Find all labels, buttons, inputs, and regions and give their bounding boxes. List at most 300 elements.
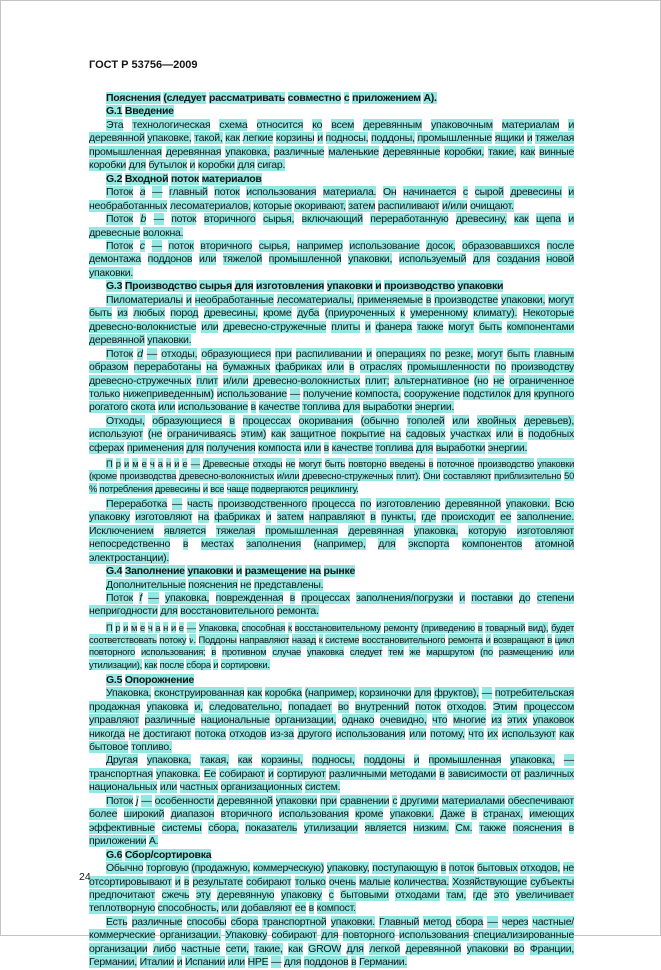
- highlighted-word: производстве: [434, 293, 498, 306]
- highlighted-word: подносы,: [311, 754, 355, 767]
- highlighted-word: необработанные: [194, 293, 274, 306]
- highlighted-word: для: [513, 387, 531, 400]
- highlighted-word: из: [491, 714, 502, 727]
- highlighted-word: подвергаются: [250, 482, 308, 494]
- highlighted-word: (например,: [304, 687, 357, 700]
- highlighted-word: по: [494, 361, 506, 374]
- highlighted-word: упаковки,: [501, 293, 546, 306]
- highlighted-word: и: [375, 280, 382, 293]
- highlighted-word: Они: [423, 470, 441, 482]
- highlighted-word: цикл: [554, 634, 575, 646]
- highlighted-word: а: [155, 621, 161, 633]
- highlighted-word: упаковки: [537, 458, 575, 470]
- highlighted-word: увеличивает: [515, 888, 575, 901]
- highlighted-word: результате: [192, 875, 243, 888]
- highlighted-word: новой: [546, 253, 575, 266]
- highlighted-word: плиты: [331, 320, 361, 333]
- highlighted-word: относится: [256, 118, 304, 131]
- highlighted-word: Отходы,: [106, 414, 145, 427]
- highlighted-word: могут: [448, 320, 475, 333]
- highlighted-word: a: [139, 186, 146, 199]
- highlighted-word: упаковки.: [505, 497, 550, 510]
- highlighted-word: корзиночки: [359, 687, 412, 700]
- highlighted-word: н: [163, 621, 169, 633]
- highlighted-word: древесины: [510, 186, 562, 199]
- highlighted-word: обеспечивают: [507, 794, 574, 807]
- highlighted-word: компоста: [258, 441, 302, 454]
- highlighted-word: древесные: [89, 226, 141, 239]
- section-heading: [89, 565, 574, 578]
- highlighted-word: для: [342, 401, 361, 414]
- highlighted-word: деревянной: [405, 942, 462, 955]
- highlighted-word: Поток: [106, 794, 134, 807]
- highlighted-word: пояснения: [188, 578, 238, 591]
- highlighted-word: сырой: [474, 186, 504, 199]
- highlighted-word: более: [89, 808, 118, 821]
- highlighted-word: Древесные: [203, 458, 250, 470]
- highlighted-word: Эта: [106, 118, 124, 131]
- highlighted-word: следует: [349, 646, 383, 658]
- highlighted-word: различными: [328, 767, 387, 780]
- highlighted-word: Пояснения: [106, 92, 161, 104]
- highlighted-word: материалами: [441, 794, 505, 807]
- highlighted-word: где: [421, 511, 436, 524]
- highlighted-word: Этим: [492, 700, 518, 713]
- highlighted-word: качестве: [258, 401, 300, 414]
- highlighted-word: использования: [335, 727, 406, 740]
- highlighted-word: ее: [294, 902, 306, 915]
- highlighted-word: упаковка,: [146, 754, 192, 767]
- highlighted-word: отсортировывают: [89, 875, 172, 888]
- highlighted-word: производства: [119, 470, 177, 482]
- highlighted-word: коробка: [264, 687, 302, 700]
- highlighted-word: и: [459, 592, 465, 605]
- highlighted-word: различных: [523, 767, 575, 780]
- highlighted-word: поточное: [436, 458, 475, 470]
- highlighted-word: подстилок: [462, 387, 511, 400]
- highlighted-word: корзины,: [261, 754, 303, 767]
- highlighted-word: или: [198, 253, 217, 266]
- highlighted-word: способность,: [157, 902, 219, 915]
- note-paragraph: [89, 622, 574, 671]
- highlighted-word: для: [415, 441, 434, 454]
- highlighted-word: использования: [399, 929, 469, 942]
- highlighted-word: во: [513, 942, 525, 955]
- highlighted-word: как: [271, 428, 286, 441]
- highlighted-word: субъекты: [530, 875, 574, 888]
- highlighted-word: компонентов: [462, 538, 523, 551]
- highlighted-word: и,: [194, 700, 203, 713]
- highlighted-word: промышленности: [407, 361, 490, 374]
- highlighted-word: бутылок: [148, 159, 187, 172]
- highlighted-word: деревянной: [445, 497, 501, 510]
- highlighted-word: по: [429, 347, 441, 360]
- highlighted-word: упаковки,: [348, 253, 393, 266]
- highlighted-word: восстановительного: [180, 605, 275, 618]
- highlighted-word: сооружение: [403, 387, 460, 400]
- highlighted-word: как: [247, 687, 262, 700]
- highlighted-word: вторичного: [203, 213, 256, 226]
- highlighted-word: повторного: [89, 646, 135, 658]
- highlighted-word: %: [89, 482, 98, 494]
- highlighted-word: f: [139, 592, 143, 605]
- highlighted-word: поврежденная: [215, 592, 284, 605]
- highlighted-word: сбора: [230, 915, 259, 928]
- highlighted-word: качестве: [331, 441, 373, 454]
- highlighted-word: из: [117, 307, 128, 320]
- highlighted-word: резке,: [444, 347, 474, 360]
- highlighted-word: маршрутом: [426, 646, 475, 658]
- highlighted-word: отходов: [229, 727, 267, 740]
- highlighted-word: коробки,: [444, 145, 484, 158]
- highlighted-word: зависимости: [447, 767, 508, 780]
- highlighted-word: досок,: [426, 239, 456, 252]
- highlighted-word: после: [546, 239, 575, 252]
- highlighted-word: ч: [147, 621, 153, 633]
- highlighted-word: упаковок: [532, 714, 575, 727]
- highlighted-word: —: [487, 915, 498, 928]
- highlighted-word: и: [185, 293, 192, 306]
- highlighted-word: умеренному: [410, 307, 468, 320]
- highlighted-word: использования: [246, 186, 317, 199]
- page-number: 24: [79, 871, 91, 883]
- highlighted-word: в: [182, 538, 189, 551]
- highlighted-word: такая,: [200, 754, 229, 767]
- paragraph: [89, 119, 574, 173]
- highlighted-word: низким.: [413, 821, 449, 834]
- highlighted-word: и: [174, 458, 180, 470]
- highlighted-word: собирают: [271, 929, 317, 942]
- highlighted-word: организации,: [275, 714, 337, 727]
- highlighted-word: образовавшихся: [462, 239, 540, 252]
- highlighted-word: национальных: [89, 781, 158, 794]
- highlighted-word: размещение: [244, 565, 307, 578]
- highlighted-word: потому,: [430, 727, 465, 740]
- highlighted-word: такие,: [488, 145, 517, 158]
- highlighted-word: сконструированная: [154, 687, 245, 700]
- highlighted-word: сбора,: [208, 821, 239, 834]
- highlighted-word: Италии: [139, 956, 175, 969]
- highlighted-word: и: [265, 511, 272, 524]
- highlighted-word: организации.: [159, 929, 221, 942]
- highlighted-word: деревянной: [89, 132, 145, 145]
- highlighted-word: производству: [511, 361, 575, 374]
- highlighted-word: и/или: [222, 374, 249, 387]
- highlighted-word: в: [440, 862, 446, 875]
- highlighted-word: только: [294, 875, 326, 888]
- highlighted-word: сырья,: [262, 213, 295, 226]
- section-heading: [89, 674, 574, 687]
- highlighted-word: деревянным: [363, 118, 422, 131]
- highlighted-word: Поток: [106, 213, 134, 226]
- highlighted-word: Входной: [124, 172, 169, 185]
- highlighted-word: производство: [384, 280, 455, 293]
- highlighted-word: быть: [478, 320, 502, 333]
- highlighted-word: —: [271, 956, 282, 969]
- highlighted-word: в: [517, 428, 524, 441]
- highlighted-word: потребления: [99, 482, 153, 494]
- highlighted-word: или: [159, 781, 177, 794]
- highlighted-word: G.3: [106, 280, 123, 293]
- highlighted-word: во: [337, 700, 349, 713]
- highlighted-word: чаще: [226, 482, 249, 494]
- highlighted-word: дуба: [297, 307, 320, 320]
- highlighted-word: и: [213, 658, 219, 670]
- highlighted-word: не: [240, 578, 252, 591]
- highlighted-word: введены: [389, 458, 426, 470]
- highlighted-word: странах,: [483, 808, 523, 821]
- highlighted-word: лесоматериалов,: [169, 199, 251, 212]
- highlighted-word: окоривают,: [294, 199, 346, 212]
- highlighted-word: защитное: [290, 428, 336, 441]
- highlighted-word: также: [416, 320, 444, 333]
- highlighted-word: управляют: [89, 714, 139, 727]
- highlighted-word: Другая: [106, 754, 138, 767]
- highlighted-word: противном: [222, 646, 267, 658]
- highlighted-word: местах: [200, 538, 234, 551]
- highlighted-word: 50: [564, 470, 575, 482]
- highlighted-word: производственного: [217, 497, 307, 510]
- highlighted-word: корзины: [275, 132, 315, 145]
- highlighted-word: по: [360, 497, 372, 510]
- paragraph: [89, 795, 574, 849]
- highlighted-word: пункты,: [381, 511, 417, 524]
- highlighted-word: крупного: [533, 387, 575, 400]
- highlighted-word: садовых: [405, 428, 446, 441]
- highlighted-word: главным: [534, 347, 574, 360]
- highlighted-word: как: [514, 213, 529, 226]
- highlighted-word: образующиеся: [201, 347, 271, 360]
- highlighted-word: (не: [147, 428, 163, 441]
- highlighted-word: и/или: [442, 199, 468, 212]
- highlighted-word: рогатого: [89, 401, 128, 414]
- highlighted-word: Дополнительные: [106, 578, 186, 591]
- highlighted-word: для: [160, 605, 178, 618]
- highlighted-word: (продажную,: [191, 862, 251, 875]
- highlighted-word: коммерческую): [252, 862, 325, 875]
- highlighted-word: утилизации: [303, 821, 358, 834]
- highlighted-word: атомной: [534, 538, 575, 551]
- highlighted-word: упаковка: [146, 700, 189, 713]
- highlighted-word: скота: [130, 401, 156, 414]
- highlighted-word: потребительская: [494, 687, 574, 700]
- highlighted-word: в: [250, 401, 256, 414]
- highlighted-word: различные: [131, 915, 183, 928]
- highlighted-word: используют: [89, 428, 143, 441]
- highlighted-word: v: [189, 634, 194, 646]
- highlighted-word: материалов: [201, 172, 262, 185]
- highlighted-word: способная: [241, 621, 286, 633]
- highlighted-word: в: [428, 458, 434, 470]
- highlighted-word: собирают: [219, 767, 265, 780]
- highlighted-word: приложении: [89, 835, 147, 848]
- highlighted-word: ремонту: [383, 621, 419, 633]
- highlighted-word: р: [115, 458, 121, 470]
- highlighted-word: только: [89, 387, 120, 400]
- highlighted-word: промышленная: [89, 145, 162, 158]
- highlighted-word: восстановительному: [294, 621, 381, 633]
- highlighted-word: включающий: [301, 213, 363, 226]
- highlighted-word: деревянной: [89, 334, 145, 347]
- highlighted-word: вторичного: [220, 808, 273, 821]
- paragraph: [89, 498, 574, 565]
- highlighted-word: национальные: [200, 714, 270, 727]
- highlighted-word: для: [378, 538, 396, 551]
- highlighted-word: с: [328, 888, 334, 901]
- highlighted-word: —: [146, 347, 158, 360]
- highlighted-word: е: [141, 458, 147, 470]
- highlighted-word: количества.: [393, 875, 449, 888]
- highlighted-word: операциях: [375, 347, 426, 360]
- paragraph: [89, 579, 574, 592]
- highlighted-word: использование: [216, 387, 287, 400]
- highlighted-word: совместно: [287, 92, 342, 104]
- highlighted-word: а: [157, 458, 163, 470]
- highlighted-word: выработки: [362, 401, 413, 414]
- highlighted-word: и: [176, 956, 183, 969]
- highlighted-word: через: [501, 915, 529, 928]
- highlighted-word: деревянная: [348, 524, 404, 537]
- highlighted-word: поддонов: [303, 956, 349, 969]
- highlighted-word: специализированные: [473, 929, 575, 942]
- highlighted-word: (кроме: [89, 470, 117, 482]
- highlighted-word: плит: [196, 374, 218, 387]
- highlighted-word: Исключением: [89, 524, 154, 537]
- highlighted-word: используют: [501, 727, 556, 740]
- highlighted-word: возвращают: [493, 634, 545, 646]
- highlighted-word: бытовое: [89, 741, 129, 753]
- highlighted-word: технологическая: [132, 118, 211, 131]
- highlighted-word: или: [452, 414, 470, 427]
- highlighted-word: упаковки: [187, 565, 234, 578]
- highlighted-word: особенности: [154, 794, 214, 807]
- highlighted-word: для: [237, 159, 255, 172]
- highlighted-word: такой,: [194, 132, 223, 145]
- paragraph: [89, 213, 574, 240]
- highlighted-word: в: [547, 634, 553, 646]
- highlighted-word: j: [136, 794, 139, 807]
- highlighted-word: древесину,: [455, 213, 507, 226]
- highlighted-word: е: [182, 458, 188, 470]
- highlighted-word: окоривания: [298, 414, 353, 427]
- highlighted-word: и: [123, 621, 129, 633]
- highlighted-word: топливо.: [131, 741, 172, 753]
- highlighted-word: изготовления: [256, 280, 325, 293]
- highlighted-word: упаковки.: [147, 334, 192, 347]
- highlighted-word: Поток: [106, 239, 134, 252]
- highlighted-word: компоста,: [355, 387, 401, 400]
- highlighted-word: или: [158, 401, 176, 414]
- section-heading: [89, 173, 574, 186]
- highlighted-word: отходы: [252, 458, 283, 470]
- highlighted-word: (обычно: [360, 414, 399, 427]
- highlighted-word: пояснения: [512, 821, 562, 834]
- section-heading: [89, 105, 574, 118]
- highlighted-word: однако: [341, 714, 375, 727]
- highlighted-word: и: [526, 132, 533, 145]
- highlighted-word: как: [288, 942, 303, 955]
- highlighted-word: приложением: [352, 92, 421, 104]
- highlighted-word: (следует: [163, 92, 207, 104]
- highlighted-word: для: [186, 441, 204, 454]
- highlighted-word: или: [326, 361, 344, 374]
- highlighted-word: рынке: [323, 565, 356, 578]
- highlighted-word: промышленная: [428, 754, 502, 767]
- highlighted-word: тем: [388, 646, 404, 658]
- highlighted-word: продажная: [89, 700, 141, 713]
- highlighted-word: П: [106, 458, 113, 470]
- highlighted-word: организации: [89, 942, 148, 955]
- highlighted-word: Всю: [554, 497, 575, 510]
- highlighted-word: или: [221, 902, 239, 915]
- highlighted-word: поток: [171, 213, 197, 226]
- highlighted-word: этих: [507, 714, 528, 727]
- highlighted-word: Поток: [106, 186, 134, 199]
- highlighted-word: использования: [278, 808, 349, 821]
- section-heading: [89, 849, 574, 862]
- highlighted-word: (приуроченных: [324, 307, 395, 320]
- highlighted-word: подносы,: [325, 132, 369, 145]
- highlighted-word: рассматривать: [209, 92, 285, 104]
- highlighted-word: является: [163, 524, 206, 537]
- highlighted-word: поток: [168, 239, 194, 252]
- highlighted-word: образом: [89, 361, 129, 374]
- highlighted-word: и: [366, 347, 372, 360]
- highlighted-word: Ее: [203, 767, 217, 780]
- highlighted-word: энергии.: [487, 441, 528, 454]
- highlighted-word: очень: [328, 875, 356, 888]
- highlighted-word: промышленные: [417, 132, 492, 145]
- highlighted-word: используемый: [398, 253, 467, 266]
- highlighted-word: малые: [359, 875, 391, 888]
- highlighted-word: могут: [477, 347, 503, 360]
- paragraph: [89, 348, 574, 415]
- highlighted-word: Введение: [124, 105, 174, 118]
- highlighted-word: повторно: [348, 458, 387, 470]
- highlighted-word: или: [303, 441, 321, 454]
- highlighted-word: древесно-волокнистых: [179, 470, 274, 482]
- highlighted-word: не: [562, 862, 575, 875]
- highlighted-word: и: [317, 132, 323, 145]
- highlighted-word: древесно-волокнистые: [89, 320, 197, 333]
- highlighted-word: для: [346, 942, 364, 955]
- highlighted-word: и: [568, 118, 575, 131]
- highlighted-word: на: [309, 565, 321, 578]
- highlighted-word: компост.: [316, 902, 356, 915]
- paragraph: [89, 415, 574, 455]
- highlighted-word: бумажных: [222, 361, 271, 374]
- highlighted-word: —: [190, 458, 200, 470]
- highlighted-word: сжечь: [161, 888, 190, 901]
- highlighted-word: способы: [186, 915, 227, 928]
- highlighted-word: товарный: [485, 621, 526, 633]
- highlighted-word: изготовляют: [135, 511, 193, 524]
- highlighted-word: промышленной: [268, 253, 342, 266]
- highlighted-word: с: [343, 92, 350, 104]
- highlighted-word: А.: [148, 835, 159, 848]
- highlighted-word: заполнение.: [516, 511, 575, 524]
- highlighted-word: рециклингу.: [310, 482, 359, 494]
- highlighted-word: или: [227, 956, 245, 969]
- document-body: [89, 92, 574, 970]
- highlighted-word: тяжелой: [222, 253, 262, 266]
- highlighted-word: упаковку: [280, 888, 322, 901]
- highlighted-word: ящики: [494, 132, 525, 145]
- highlighted-word: древесно-стружечных: [89, 374, 192, 387]
- highlighted-word: сигар.: [257, 159, 286, 172]
- highlighted-word: при: [275, 347, 292, 360]
- highlighted-word: сети,: [225, 942, 249, 955]
